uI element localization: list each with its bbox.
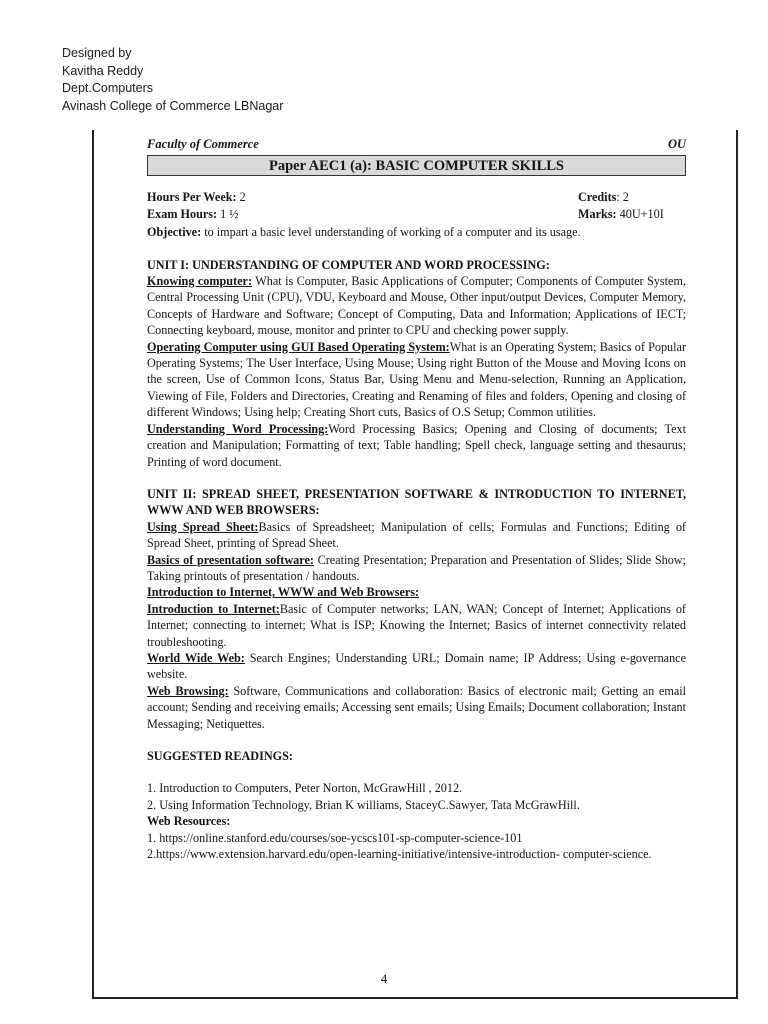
paper-title: Paper AEC1 (a): BASIC COMPUTER SKILLS (147, 155, 686, 176)
web-browsing-heading: Web Browsing: (147, 683, 229, 698)
university-code: OU (667, 137, 686, 151)
www-text: Search Engines; Understanding URL; Domain name; IP Address; Using e-governance website. (147, 650, 686, 682)
knowing-computer-text: What is Computer, Basic Applications of Computer; Components of Computer System, Central Processing Unit (CPU), VDU, Keyboard and Mouse, Other input/output Devices, Computer Memory, Concepts of Hardware and Software; Concept of Computing, Data and Information; Applications of IECT; Connecting keyboard, mouse, monitor and printer to CPU and checking power supply. (147, 274, 686, 338)
exam-value: 1 ½ (217, 206, 239, 221)
marks-value: 40U+10I (616, 206, 664, 221)
faculty-name: Faculty of Commerce (147, 137, 259, 151)
unit-1-word-processing (147, 421, 686, 470)
unit-1-title: UNIT I: UNDERSTANDING OF COMPUTER AND WORD PROCESSING: (147, 257, 550, 272)
designer-department: Dept.Computers (62, 81, 154, 95)
marks (578, 206, 686, 222)
unit-2-presentation (147, 552, 686, 585)
unit-2-intro-internet (147, 601, 686, 650)
operating-computer-text: What is an Operating System; Basics of Popular Operating Systems; The User Interface, Using Mouse; Using right Button of the Mouse and Moving Icons on the screen, Use of Common Icons, Status Bar, Using Menu and Menu-selection, Running an Application, Viewing of File, Folders and Directories, Creating and Renaming of files and folders, Opening and closing of different Windows; Using help; Creating Short cuts, Basics of O.S Setup; Common utilities. (147, 339, 687, 420)
hours-per-week (147, 189, 246, 205)
exam-label: Exam Hours: (147, 206, 218, 221)
page-number: 4 (380, 971, 388, 986)
word-processing-heading: Understanding Word Processing: (147, 421, 329, 436)
designer-college: Avinash College of Commerce LBNagar (62, 98, 284, 113)
designer-credit (62, 45, 283, 115)
designer-line-1: Designed by (62, 46, 132, 60)
intro-internet-text: Basic of Computer networks; LAN, WAN; Concept of Internet; Applications of Internet; connecting to internet; What is ISP; Knowing the Internet; Basics of internet connectivity related troubleshooting. (147, 601, 686, 649)
credits (578, 189, 686, 205)
spread-sheet-text: Basics of Spreadsheet; Manipulation of cells; Formulas and Functions; Editing of Spread Sheet, printing of Spread Sheet. (147, 519, 686, 551)
marks-label: Marks: (578, 206, 617, 221)
meta-row-2 (147, 206, 686, 222)
unit-2-web-browsing (147, 683, 686, 732)
credits-label: Credits (578, 190, 617, 205)
reading-1: 1. Introduction to Computers, Peter Norton, McGrawHill , 2012. (147, 781, 463, 796)
presentation-heading: Basics of presentation software: (147, 552, 314, 567)
course-meta (147, 189, 686, 240)
unit-1-operating-computer (147, 339, 686, 421)
objective-label: Objective: (147, 225, 202, 240)
unit-2-world-wide-web (147, 650, 686, 683)
objective-text: to impart a basic level understanding of working of a computer and its usage. (201, 225, 581, 240)
operating-computer-heading: Operating Computer using GUI Based Operating System: (147, 339, 450, 354)
objective (147, 224, 686, 240)
unit-1-knowing-computer (147, 273, 686, 339)
unit-2-spread-sheet (147, 519, 686, 552)
exam-hours (147, 206, 238, 222)
designer-name: Kavitha Reddy (62, 63, 144, 78)
www-heading: World Wide Web: (147, 650, 245, 665)
web-resources-heading: Web Resources: (147, 814, 231, 829)
internet-subheading: Introduction to Internet, WWW and Web Browsers: (147, 585, 420, 600)
suggested-readings-heading: SUGGESTED READINGS: (147, 749, 293, 763)
reading-2: 2. Using Information Technology, Brian K williams, StaceyC.Sawyer, Tata McGrawHill. (147, 797, 580, 812)
meta-row-1 (147, 189, 686, 205)
readings-list (147, 780, 686, 862)
credits-value: : 2 (616, 190, 629, 205)
knowing-computer-heading: Knowing computer: (147, 274, 253, 289)
syllabus-content (147, 136, 686, 862)
web-browsing-text: Software, Communications and collaboration: Basics of electronic mail; Getting an email account; Sending and receiving emails; Accessing sent emails; Using Emails; Document collaboration; Instant Messaging; Netiquettes. (147, 683, 686, 731)
presentation-text: Creating Presentation; Preparation and Presentation of Slides; Slide Show; Taking printouts of presentation / handouts. (147, 552, 686, 583)
faculty-header (147, 136, 686, 152)
spread-sheet-heading: Using Spread Sheet: (147, 519, 259, 534)
hours-value: 2 (236, 190, 246, 205)
intro-internet-heading: Introduction to Internet: (147, 601, 280, 616)
unit-2-internet-subheading (147, 584, 686, 600)
word-processing-text: Word Processing Basics; Opening and Closing of documents; Text creation and Manipulation; Formatting of text; Table handling; Spell check, language setting and thesaurus; Printing of word document. (147, 421, 687, 469)
web-resource-1: 1. https://online.stanford.edu/courses/soe-ycscs101-sp-computer-science-101 (147, 830, 523, 845)
hours-label: Hours Per Week: (147, 190, 237, 205)
unit-2-title: UNIT II: SPREAD SHEET, PRESENTATION SOFTWARE & INTRODUCTION TO INTERNET, WWW AND WEB BROWSERS: (147, 486, 686, 518)
web-resource-2: 2.https://www.extension.harvard.edu/open-learning-initiative/intensive-introduction- computer-science. (147, 847, 652, 862)
